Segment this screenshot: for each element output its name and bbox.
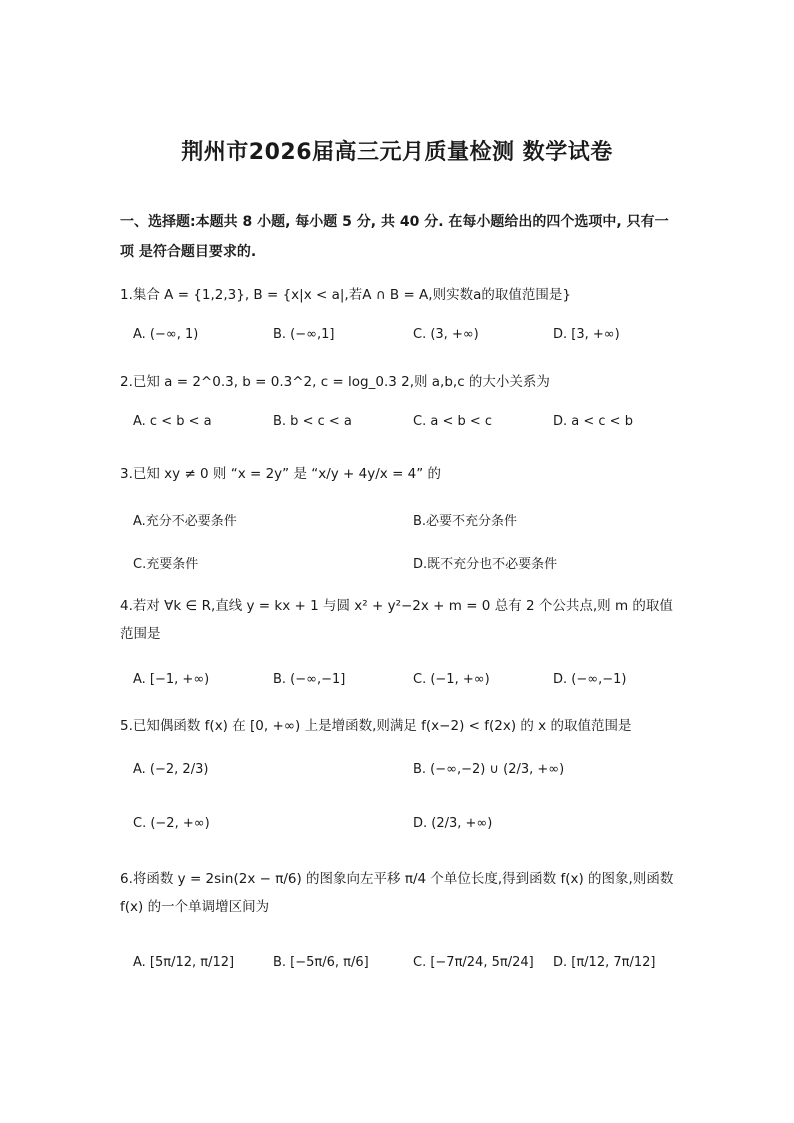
question-5-option-c: C. (−2, +∞): [133, 816, 210, 831]
question-1-option-c: C. (3, +∞): [413, 327, 479, 342]
question-2-option-a: A. c < b < a: [133, 414, 212, 429]
question-text: 3.已知 xy ≠ 0 则 “x = 2y” 是 “x/y + 4y/x = 4” 的: [120, 466, 442, 482]
question-text: 4.若对 ∀k ∈ R,直线 y = kx + 1 与圆 x² + y²−2x + m = 0 总有 2 个公共点,则 m 的取值范围是: [120, 598, 673, 642]
question-1-option-d: D. [3, +∞): [553, 327, 620, 342]
section-heading: 一、选择题:本题共 8 小题, 每小题 5 分, 共 40 分. 在每小题给出的四个选项中, 只有一项 是符合题目要求的.: [120, 214, 669, 260]
question-3-option-c: C.充要条件: [133, 557, 199, 572]
question-2-option-c: C. a < b < c: [413, 414, 493, 429]
question-5-stem: [120, 714, 680, 734]
question-4-option-a: A. [−1, +∞): [133, 672, 210, 687]
question-5-option-b: B. (−∞,−2) ∪ (2/3, +∞): [413, 762, 565, 777]
question-4-stem: [120, 592, 680, 648]
question-text: 2.已知 a = 2^0.3, b = 0.3^2, c = log_0.3 2,则 a,b,c 的大小关系为: [120, 374, 550, 390]
question-6-option-a: A. [5π/12, π/12]: [133, 955, 235, 970]
question-3-stem: [120, 462, 680, 482]
question-6-stem: [120, 865, 680, 921]
question-1-option-b: B. (−∞,1]: [273, 327, 335, 342]
question-5-option-d: D. (2/3, +∞): [413, 816, 493, 831]
question-2-option-d: D. a < c < b: [553, 414, 633, 429]
question-3-option-d: D.既不充分也不必要条件: [413, 557, 558, 572]
question-5-option-a: A. (−2, 2/3): [133, 762, 209, 777]
question-6-option-b: B. [−5π/6, π/6]: [273, 955, 369, 970]
question-4-option-d: D. (−∞,−1): [553, 672, 627, 687]
question-2-option-b: B. b < c < a: [273, 414, 352, 429]
question-6-option-c: C. [−7π/24, 5π/24]: [413, 955, 534, 970]
question-text: 5.已知偶函数 f(x) 在 [0, +∞) 上是增函数,则满足 f(x−2) < f(2x) 的 x 的取值范围是: [120, 718, 632, 734]
question-1-stem: [120, 283, 680, 303]
question-3-option-a: A.充分不必要条件: [133, 514, 237, 529]
question-2-stem: [120, 370, 680, 390]
question-text: 1.集合 A = {1,2,3}, B = {x|x < a|,若A ∩ B = A,则实数a的取值范围是}: [120, 287, 571, 303]
question-text: 6.将函数 y = 2sin(2x − π/6) 的图象向左平移 π/4 个单位长度,得到函数 f(x) 的图象,则函数 f(x) 的一个单调增区间为: [120, 871, 674, 915]
question-4-option-c: C. (−1, +∞): [413, 672, 490, 687]
question-6-option-d: D. [π/12, 7π/12]: [553, 955, 656, 970]
question-1-option-a: A. (−∞, 1): [133, 327, 199, 342]
question-4-option-b: B. (−∞,−1]: [273, 672, 346, 687]
question-3-option-b: B.必要不充分条件: [413, 514, 518, 529]
exam-title: 荆州市2026届高三元月质量检测 数学试卷: [181, 140, 613, 165]
